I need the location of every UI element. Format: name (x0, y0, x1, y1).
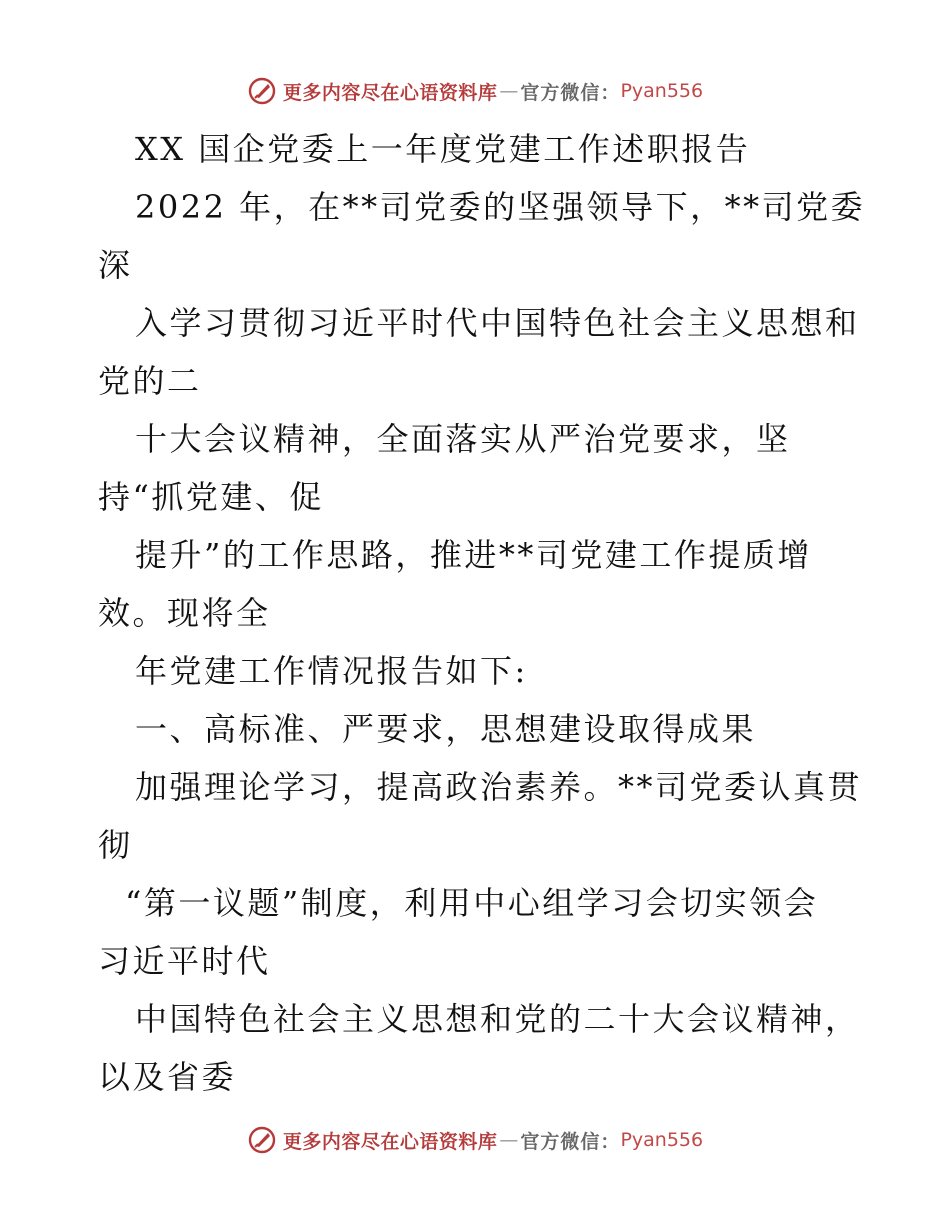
section-heading: 一、高标准、严要求，思想建设取得成果 (135, 710, 757, 748)
watermark-official: 官方微信： (520, 1130, 621, 1153)
watermark-footer (0, 1120, 950, 1160)
watermark-brand: 更多内容尽在心语资料库 (282, 81, 498, 104)
paragraph-line: 中国特色社会主义思想和党的二十大会议精神， (135, 1000, 860, 1038)
quill-logo-icon (247, 76, 277, 106)
paragraph-line: 提升”的工作思路，推进**司党建工作提质增 (135, 536, 812, 574)
paragraph-line: 深 (98, 246, 133, 284)
document-title: XX 国企党委上一年度党建工作述职报告 (135, 130, 751, 168)
document-body (98, 120, 878, 1106)
paragraph-line: 彻 (98, 826, 133, 864)
paragraph-line: 加强理论学习，提高政治素养。**司党委认真贯 (135, 768, 863, 806)
paragraph-line: 习近平时代 (98, 942, 271, 980)
paragraph-line: 效。现将全 (98, 594, 271, 632)
watermark-dash: — (499, 1129, 519, 1151)
paragraph-line: 年党建工作情况报告如下: (135, 652, 528, 690)
watermark-brand: 更多内容尽在心语资料库 (282, 1130, 498, 1153)
paragraph-line: 持“抓党建、促 (98, 478, 324, 516)
paragraph-line: 十大会议精神，全面落实从严治党要求，坚 (135, 420, 791, 458)
paragraph-line: 以及省委 (98, 1058, 237, 1096)
paragraph-line: 入学习贯彻习近平时代中国特色社会主义思想和 (135, 304, 860, 342)
paragraph-line: 党的二 (98, 362, 202, 400)
watermark-official: 官方微信： (520, 81, 621, 104)
watermark-handle: Pyan556 (620, 1129, 704, 1151)
watermark-header (0, 71, 950, 111)
watermark-handle: Pyan556 (620, 80, 704, 102)
paragraph-line: 2022 年，在**司党委的坚强领导下，**司党委 (135, 188, 866, 226)
quill-logo-icon (247, 1125, 277, 1155)
watermark-dash: — (499, 80, 519, 102)
paragraph-line: “第一议题”制度，利用中心组学习会切实领会 (125, 884, 819, 922)
